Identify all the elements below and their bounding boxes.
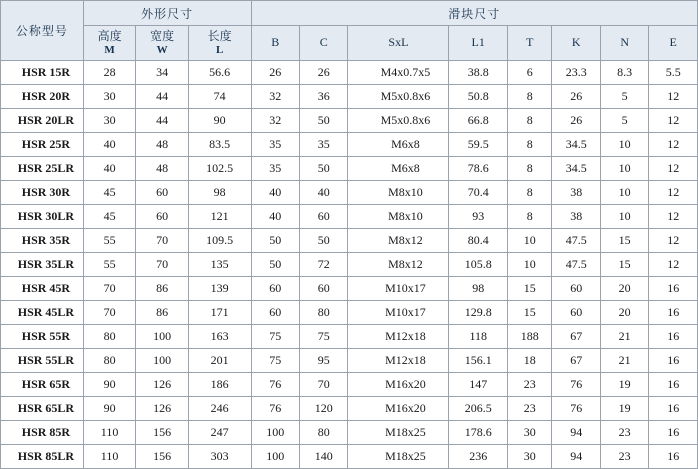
cell-T: 8 [508,133,552,157]
cell-SxL: M18x25 [348,421,449,445]
cell-K: 38 [552,181,600,205]
cell-B: 100 [251,445,299,469]
cell-L1: 118 [449,325,508,349]
cell-L: 139 [188,277,251,301]
cell-T: 10 [508,229,552,253]
cell-T: 15 [508,277,552,301]
cell-model: HSR 85R [1,421,84,445]
cell-SxL: M12x18 [348,325,449,349]
cell-K: 67 [552,325,600,349]
cell-N: 5 [600,109,648,133]
cell-M: 90 [83,397,136,421]
cell-M: 80 [83,325,136,349]
table-row [1,253,698,277]
table-subheader-row [1,26,698,61]
cell-W: 156 [136,445,189,469]
cell-L: 201 [188,349,251,373]
cell-L: 90 [188,109,251,133]
cell-C: 26 [299,61,347,85]
cell-W: 126 [136,397,189,421]
cell-T: 18 [508,349,552,373]
table-row [1,133,698,157]
cell-M: 30 [83,85,136,109]
cell-T: 188 [508,325,552,349]
cell-L1: 80.4 [449,229,508,253]
cell-M: 55 [83,229,136,253]
cell-N: 10 [600,133,648,157]
cell-C: 120 [299,397,347,421]
cell-SxL: M8x12 [348,229,449,253]
cell-L: 163 [188,325,251,349]
table-group-header-row [1,1,698,26]
cell-N: 15 [600,229,648,253]
cell-E: 16 [649,325,698,349]
cell-K: 67 [552,349,600,373]
cell-model: HSR 15R [1,61,84,85]
cell-L1: 78.6 [449,157,508,181]
cell-model: HSR 45R [1,277,84,301]
cell-M: 55 [83,253,136,277]
cell-model: HSR 35LR [1,253,84,277]
cell-B: 100 [251,421,299,445]
cell-T: 8 [508,157,552,181]
table-row [1,301,698,325]
cell-L: 102.5 [188,157,251,181]
cell-model: HSR 30R [1,181,84,205]
cell-SxL: M6x8 [348,157,449,181]
cell-M: 40 [83,133,136,157]
cell-E: 5.5 [649,61,698,85]
column-header-T: T [508,26,552,61]
cell-N: 5 [600,85,648,109]
column-header-SxL: SxL [348,26,449,61]
cell-L: 121 [188,205,251,229]
cell-C: 60 [299,205,347,229]
cell-K: 76 [552,397,600,421]
column-header-N: N [600,26,648,61]
cell-B: 75 [251,349,299,373]
cell-E: 16 [649,349,698,373]
cell-L1: 206.5 [449,397,508,421]
cell-W: 156 [136,421,189,445]
cell-C: 75 [299,325,347,349]
cell-N: 10 [600,205,648,229]
cell-N: 20 [600,277,648,301]
cell-L: 56.6 [188,61,251,85]
cell-SxL: M12x18 [348,349,449,373]
cell-T: 8 [508,85,552,109]
column-header-W-cn: 宽度 [150,28,175,43]
table-row [1,445,698,469]
cell-SxL: M8x12 [348,253,449,277]
cell-N: 20 [600,301,648,325]
cell-model: HSR 55R [1,325,84,349]
cell-model: HSR 20LR [1,109,84,133]
cell-W: 100 [136,325,189,349]
cell-E: 12 [649,253,698,277]
cell-C: 140 [299,445,347,469]
table-row [1,373,698,397]
column-header-M [83,26,136,61]
cell-C: 50 [299,109,347,133]
cell-L: 109.5 [188,229,251,253]
cell-K: 26 [552,85,600,109]
cell-N: 21 [600,325,648,349]
table-row [1,277,698,301]
cell-model: HSR 85LR [1,445,84,469]
cell-L: 74 [188,85,251,109]
cell-M: 45 [83,205,136,229]
table-row [1,397,698,421]
cell-L1: 178.6 [449,421,508,445]
cell-W: 34 [136,61,189,85]
cell-L1: 59.5 [449,133,508,157]
cell-E: 16 [649,445,698,469]
column-header-W [136,26,189,61]
cell-N: 10 [600,157,648,181]
cell-T: 30 [508,445,552,469]
cell-C: 36 [299,85,347,109]
cell-K: 47.5 [552,229,600,253]
cell-C: 50 [299,229,347,253]
cell-W: 70 [136,253,189,277]
cell-T: 23 [508,373,552,397]
table-row [1,349,698,373]
column-group-model: 公称型号 [1,1,84,61]
cell-N: 23 [600,421,648,445]
cell-T: 30 [508,421,552,445]
cell-W: 44 [136,109,189,133]
cell-K: 94 [552,421,600,445]
cell-model: HSR 65R [1,373,84,397]
cell-T: 6 [508,61,552,85]
cell-model: HSR 30LR [1,205,84,229]
cell-SxL: M8x10 [348,205,449,229]
cell-W: 44 [136,85,189,109]
cell-E: 12 [649,229,698,253]
cell-K: 60 [552,277,600,301]
cell-K: 76 [552,373,600,397]
cell-T: 8 [508,181,552,205]
cell-T: 8 [508,205,552,229]
column-group-outline-dimensions: 外形尺寸 [83,1,251,26]
cell-T: 15 [508,301,552,325]
cell-SxL: M16x20 [348,397,449,421]
cell-K: 94 [552,445,600,469]
column-group-slider-dimensions: 滑块尺寸 [251,1,698,26]
cell-L1: 105.8 [449,253,508,277]
cell-model: HSR 35R [1,229,84,253]
cell-B: 40 [251,205,299,229]
table-row [1,157,698,181]
cell-N: 8.3 [600,61,648,85]
cell-SxL: M4x0.7x5 [348,61,449,85]
column-header-L-cn: 长度 [207,28,232,43]
cell-model: HSR 65LR [1,397,84,421]
cell-E: 16 [649,421,698,445]
cell-L: 247 [188,421,251,445]
cell-L: 186 [188,373,251,397]
cell-E: 16 [649,397,698,421]
cell-W: 60 [136,205,189,229]
cell-M: 45 [83,181,136,205]
cell-SxL: M10x17 [348,277,449,301]
cell-L: 83.5 [188,133,251,157]
cell-B: 50 [251,253,299,277]
table-header [1,1,698,61]
table-row [1,61,698,85]
table-row [1,325,698,349]
cell-B: 32 [251,109,299,133]
cell-SxL: M10x17 [348,301,449,325]
column-header-K: K [552,26,600,61]
cell-SxL: M5x0.8x6 [348,109,449,133]
cell-L1: 98 [449,277,508,301]
cell-model: HSR 55LR [1,349,84,373]
cell-T: 23 [508,397,552,421]
cell-E: 12 [649,181,698,205]
cell-L: 98 [188,181,251,205]
cell-E: 16 [649,277,698,301]
cell-C: 60 [299,277,347,301]
cell-M: 110 [83,421,136,445]
cell-M: 90 [83,373,136,397]
cell-M: 70 [83,277,136,301]
cell-L: 303 [188,445,251,469]
cell-M: 80 [83,349,136,373]
cell-B: 75 [251,325,299,349]
cell-L: 135 [188,253,251,277]
cell-C: 50 [299,157,347,181]
cell-K: 23.3 [552,61,600,85]
cell-B: 60 [251,277,299,301]
table-row [1,181,698,205]
column-header-C: C [299,26,347,61]
cell-B: 32 [251,85,299,109]
cell-B: 76 [251,373,299,397]
cell-K: 60 [552,301,600,325]
cell-L1: 236 [449,445,508,469]
table-row [1,109,698,133]
cell-L1: 147 [449,373,508,397]
cell-E: 16 [649,373,698,397]
cell-B: 35 [251,133,299,157]
cell-SxL: M8x10 [348,181,449,205]
table-body [1,61,698,469]
cell-T: 10 [508,253,552,277]
cell-L1: 93 [449,205,508,229]
cell-N: 15 [600,253,648,277]
cell-M: 70 [83,301,136,325]
cell-E: 12 [649,133,698,157]
cell-model: HSR 20R [1,85,84,109]
cell-L1: 50.8 [449,85,508,109]
cell-L1: 129.8 [449,301,508,325]
cell-L1: 66.8 [449,109,508,133]
cell-E: 12 [649,85,698,109]
cell-C: 70 [299,373,347,397]
cell-C: 80 [299,421,347,445]
cell-E: 12 [649,205,698,229]
cell-W: 48 [136,133,189,157]
cell-B: 40 [251,181,299,205]
column-header-B: B [251,26,299,61]
cell-M: 28 [83,61,136,85]
cell-E: 12 [649,157,698,181]
cell-E: 16 [649,301,698,325]
cell-model: HSR 45LR [1,301,84,325]
cell-K: 34.5 [552,157,600,181]
cell-M: 40 [83,157,136,181]
cell-W: 126 [136,373,189,397]
cell-C: 72 [299,253,347,277]
cell-SxL: M6x8 [348,133,449,157]
cell-E: 12 [649,109,698,133]
cell-N: 10 [600,181,648,205]
cell-M: 110 [83,445,136,469]
cell-C: 40 [299,181,347,205]
column-header-W-symbol: W [156,43,168,56]
cell-N: 21 [600,349,648,373]
table-row [1,205,698,229]
cell-SxL: M18x25 [348,445,449,469]
cell-B: 76 [251,397,299,421]
cell-N: 23 [600,445,648,469]
column-header-L [188,26,251,61]
column-header-E: E [649,26,698,61]
cell-B: 60 [251,301,299,325]
table-row [1,85,698,109]
cell-C: 95 [299,349,347,373]
cell-B: 26 [251,61,299,85]
cell-W: 100 [136,349,189,373]
cell-SxL: M16x20 [348,373,449,397]
column-header-L1: L1 [449,26,508,61]
cell-W: 48 [136,157,189,181]
cell-C: 35 [299,133,347,157]
cell-K: 34.5 [552,133,600,157]
cell-L1: 38.8 [449,61,508,85]
cell-K: 26 [552,109,600,133]
cell-W: 86 [136,301,189,325]
cell-K: 47.5 [552,253,600,277]
cell-K: 38 [552,205,600,229]
cell-W: 86 [136,277,189,301]
table-row [1,229,698,253]
cell-T: 8 [508,109,552,133]
cell-N: 19 [600,373,648,397]
cell-M: 30 [83,109,136,133]
column-header-M-symbol: M [104,43,115,56]
column-header-L-symbol: L [216,43,224,56]
cell-L: 171 [188,301,251,325]
cell-N: 19 [600,397,648,421]
cell-B: 50 [251,229,299,253]
cell-W: 70 [136,229,189,253]
cell-L: 246 [188,397,251,421]
cell-model: HSR 25R [1,133,84,157]
cell-B: 35 [251,157,299,181]
cell-L1: 156.1 [449,349,508,373]
cell-L1: 70.4 [449,181,508,205]
cell-C: 80 [299,301,347,325]
cell-W: 60 [136,181,189,205]
cell-SxL: M5x0.8x6 [348,85,449,109]
cell-model: HSR 25LR [1,157,84,181]
column-header-M-cn: 高度 [97,28,122,43]
